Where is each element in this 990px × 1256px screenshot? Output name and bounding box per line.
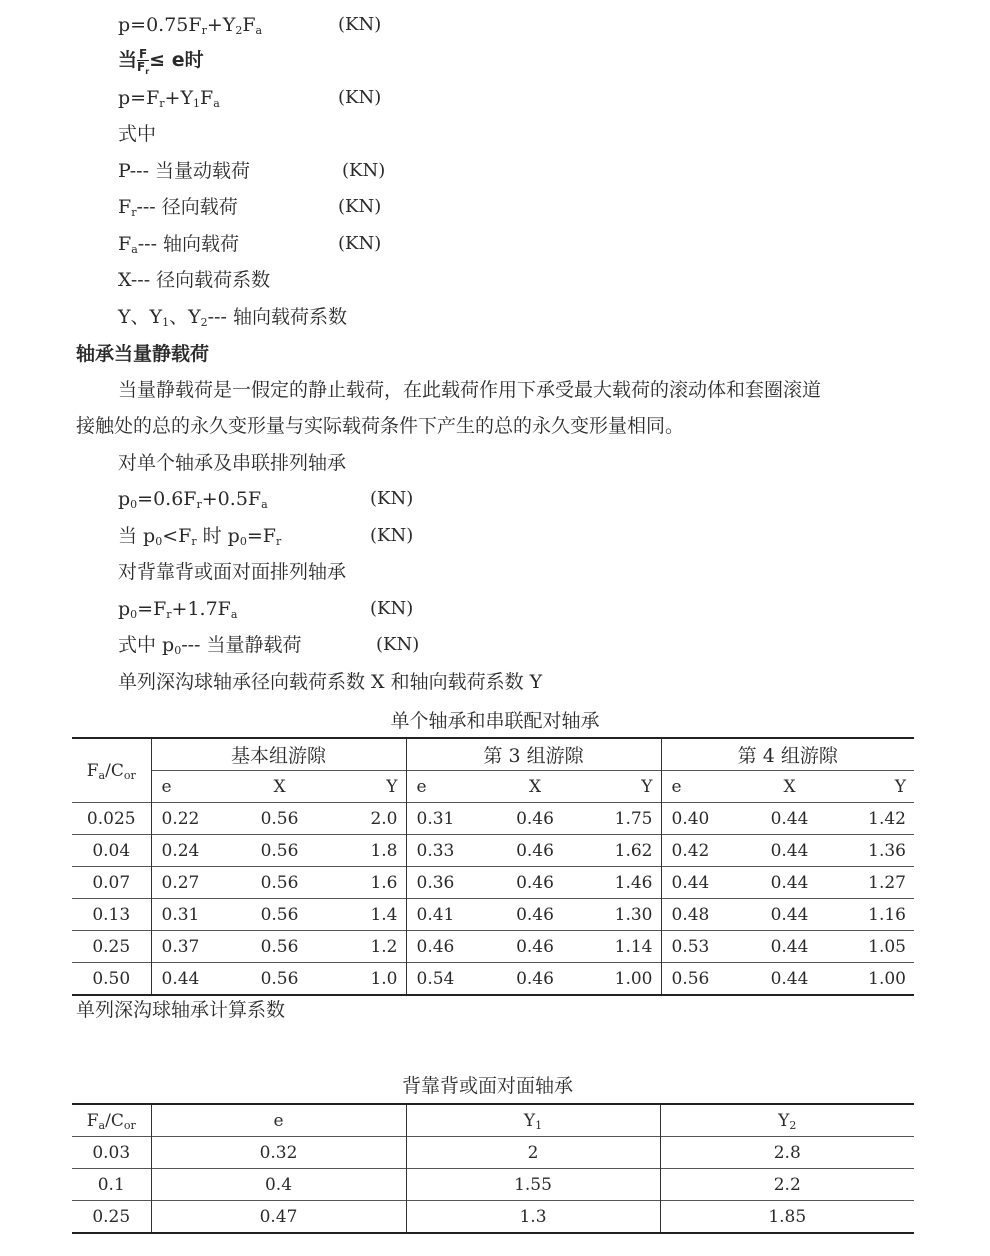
cell: 0.4 <box>151 1169 406 1201</box>
cell: 1.8 <box>338 835 406 867</box>
cell: 0.41 <box>406 899 476 931</box>
cell: 0.24 <box>151 835 221 867</box>
table-row <box>72 1169 914 1201</box>
table-row <box>72 1201 914 1234</box>
cell: 0.27 <box>151 867 221 899</box>
unit-kn: (KN) <box>370 598 414 619</box>
cell: 0.46 <box>476 899 594 931</box>
paragraph-line-1: 当量静载荷是一假定的静止载荷，在此载荷作用下承受最大载荷的滚动体和套圈滚道 <box>118 379 822 401</box>
group-header: 第 4 组游隙 <box>661 738 914 771</box>
cell: 0.53 <box>661 931 731 963</box>
cell: 0.44 <box>731 835 848 867</box>
sub-header: X <box>221 771 338 803</box>
unit-kn: (KN) <box>338 233 382 254</box>
sub-header: Y <box>848 771 914 803</box>
back-to-back-table <box>72 1103 914 1234</box>
table-row <box>72 931 914 963</box>
cell: 0.04 <box>72 835 151 867</box>
cell: 0.48 <box>661 899 731 931</box>
cell: 0.32 <box>151 1137 406 1169</box>
table-row <box>72 835 914 867</box>
table1-caption: 单个轴承和串联配对轴承 <box>390 710 600 732</box>
condition-line: 当 $\frac{F}{F_r}$ ≤ e时 <box>118 47 204 76</box>
cell: 1.75 <box>594 803 661 835</box>
cell: 0.44 <box>661 867 731 899</box>
cell: 0.56 <box>221 963 338 996</box>
ratio-header: $F_a/C_{or}$ <box>72 738 151 803</box>
cell: 0.22 <box>151 803 221 835</box>
cell: 1.62 <box>594 835 661 867</box>
sub-header: e <box>406 771 476 803</box>
cell: 0.42 <box>661 835 731 867</box>
sub-header: X <box>731 771 848 803</box>
section-heading: 轴承当量静载荷 <box>76 343 210 365</box>
header-y2: $Y_2$ <box>660 1104 914 1137</box>
table-row <box>72 803 914 835</box>
unit-kn: (KN) <box>376 634 420 655</box>
cell: 1.2 <box>338 931 406 963</box>
cell: 0.44 <box>151 963 221 996</box>
cell: 0.44 <box>731 803 848 835</box>
cell: 0.13 <box>72 899 151 931</box>
cell: 0.25 <box>72 1201 151 1234</box>
table-row <box>72 867 914 899</box>
unit-kn: (KN) <box>338 87 382 108</box>
cell: 0.46 <box>476 931 594 963</box>
table-intro: 单列深沟球轴承径向载荷系数 X 和轴向载荷系数 Y <box>118 671 543 693</box>
static-formula-4: 式中 $p_0---$ 当量静载荷 <box>118 634 302 657</box>
header-y1: $Y_1$ <box>406 1104 660 1137</box>
back-to-back-title: 对背靠背或面对面排列轴承 <box>118 561 347 583</box>
sub-header: e <box>661 771 731 803</box>
cell: 0.47 <box>151 1201 406 1234</box>
cell: 1.42 <box>848 803 914 835</box>
cell: 0.54 <box>406 963 476 996</box>
cell: 1.14 <box>594 931 661 963</box>
def-fr: $F_r---$ 径向载荷 <box>118 196 238 219</box>
cell: 0.56 <box>221 803 338 835</box>
def-x: X--- 径向载荷系数 <box>118 269 271 291</box>
cell: 2.8 <box>660 1137 914 1169</box>
where-label: 式中 <box>118 123 157 145</box>
paragraph-line-2: 接触处的总的永久变形量与实际载荷条件下产生的总的永久变形量相同。 <box>76 415 685 437</box>
cell: 1.0 <box>338 963 406 996</box>
table-row <box>72 899 914 931</box>
cell: 2 <box>406 1137 660 1169</box>
cell: 0.25 <box>72 931 151 963</box>
cell: 1.85 <box>660 1201 914 1234</box>
dynamic-load-formula-2: $p=F_r+Y_1F_a$ <box>118 87 220 110</box>
def-p: P--- 当量动载荷 <box>118 160 251 182</box>
cell: 0.44 <box>731 963 848 996</box>
cell: 0.46 <box>476 867 594 899</box>
table1-footer: 单列深沟球轴承计算系数 <box>76 999 286 1021</box>
cell: 0.44 <box>731 899 848 931</box>
cell: 1.36 <box>848 835 914 867</box>
cell: 1.00 <box>848 963 914 996</box>
table2-caption: 背靠背或面对面轴承 <box>401 1075 573 1097</box>
cell: 1.27 <box>848 867 914 899</box>
cell: 0.37 <box>151 931 221 963</box>
cell: 1.3 <box>406 1201 660 1234</box>
cell: 0.44 <box>731 867 848 899</box>
cell: 0.56 <box>221 899 338 931</box>
single-bearing-title: 对单个轴承及串联排列轴承 <box>118 452 347 474</box>
static-formula-2: 当 $p_0<F_r$ 时 $p_0=F_r$ <box>118 525 282 548</box>
cell: 0.50 <box>72 963 151 996</box>
cell: 0.33 <box>406 835 476 867</box>
cell: 0.40 <box>661 803 731 835</box>
cell: 1.05 <box>848 931 914 963</box>
static-formula-1: $p_0=0.6F_r+0.5F_a$ <box>118 488 268 511</box>
cell: 1.00 <box>594 963 661 996</box>
cell: 2.0 <box>338 803 406 835</box>
table-row <box>72 963 914 996</box>
cell: 0.46 <box>406 931 476 963</box>
cell: 0.03 <box>72 1137 151 1169</box>
sub-header: Y <box>338 771 406 803</box>
cell: 1.55 <box>406 1169 660 1201</box>
cell: 0.36 <box>406 867 476 899</box>
coefficients-table <box>72 737 914 996</box>
group-header: 第 3 组游隙 <box>406 738 661 771</box>
unit-kn: (KN) <box>370 525 414 546</box>
cell: 1.46 <box>594 867 661 899</box>
def-y: Y、$Y_1$、$Y_2---$ 轴向载荷系数 <box>118 306 347 329</box>
cell: 1.16 <box>848 899 914 931</box>
cell: 1.4 <box>338 899 406 931</box>
sub-header: e <box>151 771 221 803</box>
cell: 0.46 <box>476 835 594 867</box>
table-row <box>72 1137 914 1169</box>
unit-kn: (KN) <box>338 14 382 35</box>
unit-kn: (KN) <box>370 488 414 509</box>
cell: 1.6 <box>338 867 406 899</box>
cell: 0.56 <box>221 931 338 963</box>
ratio-header: $F_a/C_{or}$ <box>72 1104 151 1137</box>
def-fa: $F_a---$ 轴向载荷 <box>118 233 240 256</box>
cell: 0.56 <box>221 835 338 867</box>
cell: 0.31 <box>151 899 221 931</box>
cell: 1.30 <box>594 899 661 931</box>
cell: 2.2 <box>660 1169 914 1201</box>
cell: 0.56 <box>661 963 731 996</box>
cell: 0.1 <box>72 1169 151 1201</box>
cell: 0.44 <box>731 931 848 963</box>
sub-header: Y <box>594 771 661 803</box>
fraction-fa-fr: $\frac{F}{F_r}$ <box>137 47 150 76</box>
cell: 0.07 <box>72 867 151 899</box>
cell: 0.46 <box>476 963 594 996</box>
dynamic-load-formula-1: $p=0.75F_r+Y_2F_a$ <box>118 14 263 37</box>
unit-kn: (KN) <box>338 196 382 217</box>
group-header: 基本组游隙 <box>151 738 406 771</box>
cell: 0.56 <box>221 867 338 899</box>
cell: 0.31 <box>406 803 476 835</box>
unit-kn: (KN) <box>342 160 386 181</box>
cell: 0.025 <box>72 803 151 835</box>
static-formula-3: $p_0=F_r+1.7F_a$ <box>118 598 238 621</box>
sub-header: X <box>476 771 594 803</box>
header-e: e <box>151 1104 406 1137</box>
cell: 0.46 <box>476 803 594 835</box>
